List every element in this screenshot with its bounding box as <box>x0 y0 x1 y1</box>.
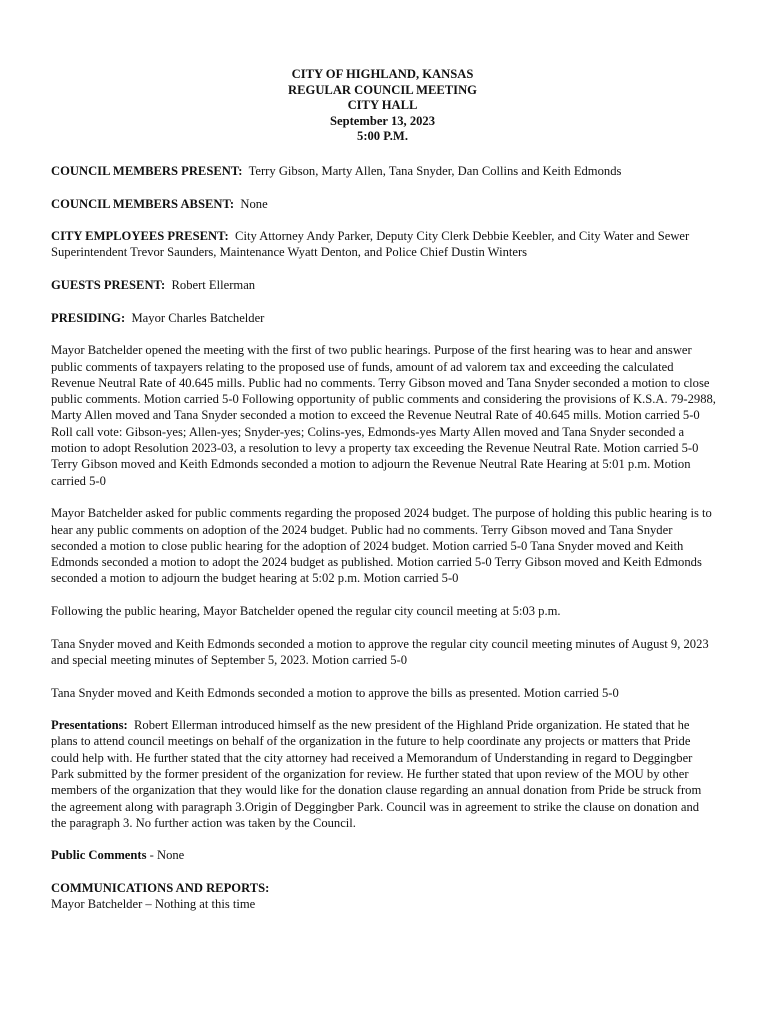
communications-mayor-report: Mayor Batchelder – Nothing at this time <box>51 897 256 912</box>
guests-present-value: Robert Ellerman <box>171 278 256 293</box>
public-comments-value: - None <box>146 848 185 863</box>
regular-meeting-open-paragraph: Following the public hearing, Mayor Batchelder opened the regular city council meeting at 5:03 p.m. <box>51 604 561 619</box>
members-present-label: COUNCIL MEMBERS PRESENT: <box>51 164 243 178</box>
bills-approval-paragraph: Tana Snyder moved and Keith Edmonds seconded a motion to approve the bills as presented. Motion carried 5-0 <box>51 685 619 700</box>
budget-hearing-paragraph: Mayor Batchelder asked for public comments regarding the proposed 2024 budget. The purpose of holding this public hearing is to hear any public comments on adoption of the 2024 budget. Public had no comments. Terry Gibson moved and Tana Snyder seconded a motion to close public hearing for the adoption of 2024 budget. Motion carried 5-0 Tana Snyder moved and Keith Edmonds seconded a motion to adopt the 2024 budget as published. Motion carried 5-0 Terry Gibson moved and Keith Edmonds seconded a motion to adjourn the budget hearing at 5:02 p.m. Motion carried 5-0 <box>51 506 712 586</box>
employees-present <box>51 228 716 261</box>
members-absent-label: COUNCIL MEMBERS ABSENT: <box>51 196 235 211</box>
public-comments-label: Public Comments <box>51 848 147 863</box>
members-present <box>51 163 716 179</box>
presiding <box>51 310 716 326</box>
communications-heading: COMMUNICATIONS AND REPORTS: <box>51 881 270 896</box>
presentations-paragraph <box>51 717 716 831</box>
minutes-body <box>51 163 716 929</box>
employees-present-value: City Attorney Andy Parker, Deputy City Clerk Debbie Keebler, and City Water and Sewer Superintendent Trevor Saunders, Maintenance Wyatt Denton, and Police Chief Dustin Winters <box>51 229 690 260</box>
presentations-label: Presentations: <box>51 718 128 733</box>
meeting-time: 5:00 P.M. <box>357 129 408 144</box>
guests-present <box>51 277 716 293</box>
public-comments-paragraph <box>51 847 716 863</box>
presiding-label: PRESIDING: <box>51 310 126 325</box>
meeting-type: REGULAR COUNCIL MEETING <box>288 82 477 97</box>
members-absent <box>51 196 716 212</box>
members-present-value: Terry Gibson, Marty Allen, Tana Snyder, Dan Collins and Keith Edmonds <box>248 164 622 178</box>
presentations-text: Robert Ellerman introduced himself as the new president of the Highland Pride organization. He stated that he plans to attend council meetings on behalf of the organization in the future to help coordinate any projects or matters that Pride could help with. He further stated that the city attorney had received a Memorandum of Understanding in regard to Deggingber Park submitted by the former president of the organization for review. He further stated that upon review of the MOU by other members of the organization that they would like for the donation clause regarding an annual donation from Pride be struck from the agreement along with paragraph 3.Origin of Deggingber Park. Council was in agreement to strike the clause on donation and the paragraph 3. No further action was taken by the Council. <box>51 718 702 830</box>
members-absent-value: None <box>240 196 268 211</box>
meeting-location: CITY HALL <box>347 98 418 113</box>
employees-present-label: CITY EMPLOYEES PRESENT: <box>51 229 229 244</box>
minutes-approval-paragraph: Tana Snyder moved and Keith Edmonds seconded a motion to approve the regular city council meeting minutes of August 9, 2023 and special meeting minutes of September 5, 2023. Motion carried 5-0 <box>51 636 709 667</box>
city-name: CITY OF HIGHLAND, KANSAS <box>291 67 474 81</box>
guests-present-label: GUESTS PRESENT: <box>51 278 166 293</box>
document-header <box>0 66 765 144</box>
communications-section <box>51 880 716 913</box>
meeting-date: September 13, 2023 <box>329 113 436 128</box>
presiding-value: Mayor Charles Batchelder <box>131 310 265 325</box>
revenue-neutral-hearing-paragraph: Mayor Batchelder opened the meeting with the first of two public hearings. Purpose of the first hearing was to hear and answer public comments of taxpayers relating to the proposed use of funds, amount of ad valorem tax and exceeding the calculated Revenue Neutral Rate of 40.645 mills. Public had no comments. Terry Gibson moved and Tana Snyder seconded a motion to close public comments. Motion carried 5-0 Following opportunity of public comments and considering the provisions of K.S.A. 79-2988, Marty Allen moved and Tana Snyder seconded a motion to exceed the Revenue Neutral Rate of 40.645 mills. Motion carried 5-0 Roll call vote: Gibson-yes; Allen-yes; Snyder-yes; Colins-yes, Edmonds-yes Marty Allen moved and Tana Snyder seconded a motion to adopt Resolution 2023-03, a resolution to levy a property tax exceeding the Revenue Neutral Rate. Motion carried 5-0 Terry Gibson moved and Keith Edmonds seconded a motion to adjourn the Revenue Neutral Rate Hearing at 5:01 p.m. Motion carried 5-0 <box>51 343 716 488</box>
